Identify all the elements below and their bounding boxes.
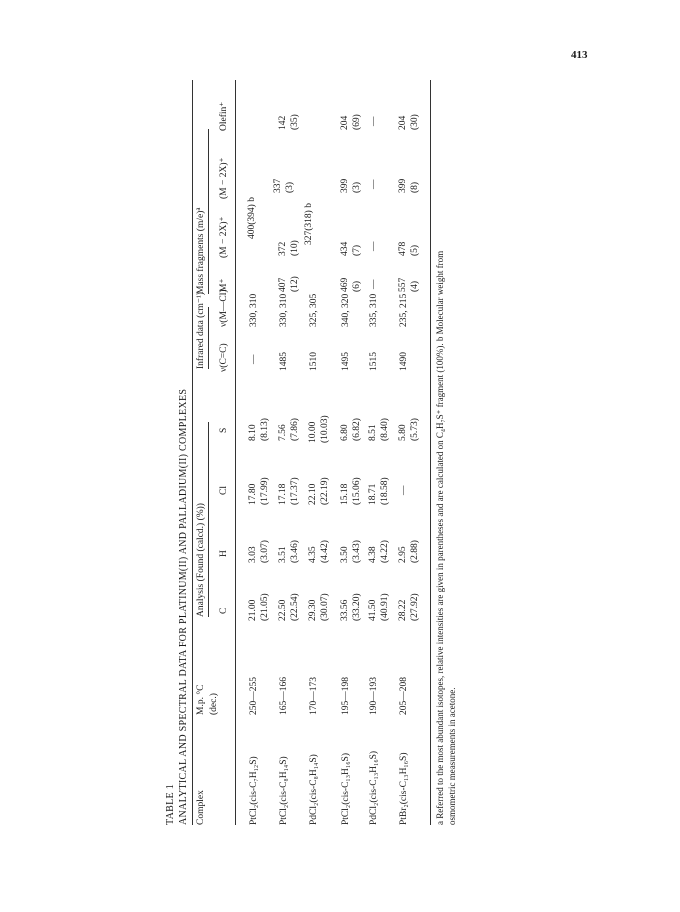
row-1-m2x-a: 372 (10) [278,240,300,256]
row-5-cl: — [399,485,409,495]
row-3-c: 33.56 (33.20) [340,593,362,621]
header-olefin: Olefin⁺ [219,101,229,131]
header-ir: Infrared data (cm⁻¹) [196,292,206,369]
row-5-h: 2.95 (2.88) [398,540,420,563]
header-rule [235,80,236,825]
row-1-mp: 165—166 [279,677,289,715]
row-0-s: 8.10 (8.13) [248,418,270,441]
row-4-s: 8.51 (8.40) [368,418,390,441]
row-3-cl: 15.18 (15.06) [340,477,362,505]
row-0-cc: — [249,354,259,364]
row-1-mplus: 407 (12) [278,276,300,292]
row-2-mp: 170—173 [309,677,319,715]
header-s: S [219,427,229,433]
row-5-mcl: 235, 215 [399,293,409,327]
footnote-line-2: osmometric measurements in acetone. [447,687,457,825]
row-4-cc: 1515 [369,352,379,371]
header-cc: ν(C=C) [219,343,229,372]
row-4-cl: 18.71 (18.58) [368,477,390,505]
row-4-c: 41.50 (40.91) [368,593,390,621]
row-0-cl: 17.80 (17.99) [248,477,270,505]
row-3-mp: 195—198 [341,677,351,715]
row-2-h: 4.35 (4.42) [308,540,330,563]
row-3-h: 3.50 (3.43) [340,540,362,563]
header-cl: Cl [219,486,229,495]
header-m2x-a: (M − 2X)⁺ [219,216,229,258]
row-0-mcl: 330, 310 [249,293,259,327]
row-1-cc: 1485 [279,352,289,371]
header-complex: Complex [196,790,206,825]
header-mplus: M⁺ [219,278,229,292]
header-c: C [219,607,229,614]
analysis-rule [208,422,209,617]
mass-rule [208,129,209,294]
row-1-cl: 17.18 (17.37) [278,477,300,505]
header-mp: M.p. °C [196,684,206,715]
row-5-olefin: 204 (30) [398,114,420,130]
row-3-s: 6.80 (6.82) [340,418,362,441]
row-2-mcl: 325, 305 [309,293,319,327]
row-3-cc: 1495 [341,352,351,371]
header-mcl: ν(M—Cl) [219,289,229,327]
row-2-cl: 22.10 (22.19) [308,477,330,505]
row-1-olefin: 142 (35) [278,114,300,130]
row-5-mplus: 557 (4) [398,277,420,292]
row-5-m2x-b: 399 (8) [398,178,420,193]
row-4-mp: 190—193 [369,677,379,715]
row-1-m2x-b: 337 (3) [273,178,295,193]
bottom-rule [430,80,431,825]
row-5-mp: 205—208 [399,677,409,715]
top-rule [192,80,193,825]
row-1-mcl: 330, 310 [279,293,289,327]
row-4-mcl: 335, 310 [369,293,379,327]
row-4-olefin: — [369,116,379,126]
row-0-m2x: 400(394) b [247,197,257,239]
row-2-cc: 1510 [309,352,319,371]
header-h: H [219,550,229,557]
row-1-complex: PtCl₂(cis-C₈H₁₄S) [279,756,289,825]
table-label: TABLE 1 [165,783,176,825]
header-analysis: Analysis (Found (calcd.) (%)) [196,503,206,617]
row-3-m2x-b: 399 (3) [340,178,362,193]
row-4-mplus: — [369,279,379,289]
header-mass: Mass fragments $(m/e)^a$ [194,207,206,294]
ir-rule [208,307,209,369]
row-3-olefin: 204 (69) [340,114,362,130]
row-2-c: 29.30 (30.07) [308,593,330,621]
row-3-m2x-a: 434 (7) [340,241,362,256]
page-number: 413 [571,49,588,61]
row-4-h: 4.38 (4.22) [368,540,390,563]
row-4-complex: PdCl₂(cis-C₁₃H₁₆S) [369,750,379,825]
row-0-mp: 250—255 [249,677,259,715]
header-m2x-b: (M − 2X)⁺ [219,157,229,199]
row-0-h: 3.03 (3.07) [248,540,270,563]
row-2-s: 10.00 (10.03) [308,415,330,443]
header-mp-sub: (dec.) [209,693,219,715]
row-3-mcl: 340, 320 [341,293,351,327]
footnote-line-1: a Referred to the most abundant isotopes, relative intensities are given in parentheses and are calculated on C₄H₇S⁺ fragment (100%). b Molecular weight from [435,250,445,825]
row-4-m2x-b: — [369,179,379,189]
row-4-m2x-a: — [369,241,379,251]
row-5-s: 5.80 (5.73) [398,418,420,441]
row-1-c: 22.50 (22.54) [278,593,300,621]
row-5-c: 28.22 (27.92) [398,593,420,621]
row-2-m2x: 327(318) b [304,203,314,245]
table-title: ANALYTICAL AND SPECTRAL DATA FOR PLATINUM(II) AND PALLADIUM(II) COMPLEXES [178,388,189,825]
row-3-mplus: 469 (6) [340,277,362,292]
row-5-complex: PtBr₂(cis-C₁₃H₁₆S) [399,752,409,825]
row-0-complex: PtCl₂(cis-C₇H₁₂S) [249,756,259,825]
row-1-s: 7.56 (7.86) [278,418,300,441]
row-0-c: 21.00 (21.05) [248,593,270,621]
row-3-complex: PtCl₂(cis-C₁₃H₁₆S) [341,753,351,825]
row-5-cc: 1490 [399,352,409,371]
row-5-m2x-a: 478 (5) [398,241,420,256]
row-2-complex: PdCl₂(cis-C₈H₁₄S) [309,754,319,825]
rotated-table [160,80,460,825]
row-1-h: 3.51 (3.46) [278,540,300,563]
